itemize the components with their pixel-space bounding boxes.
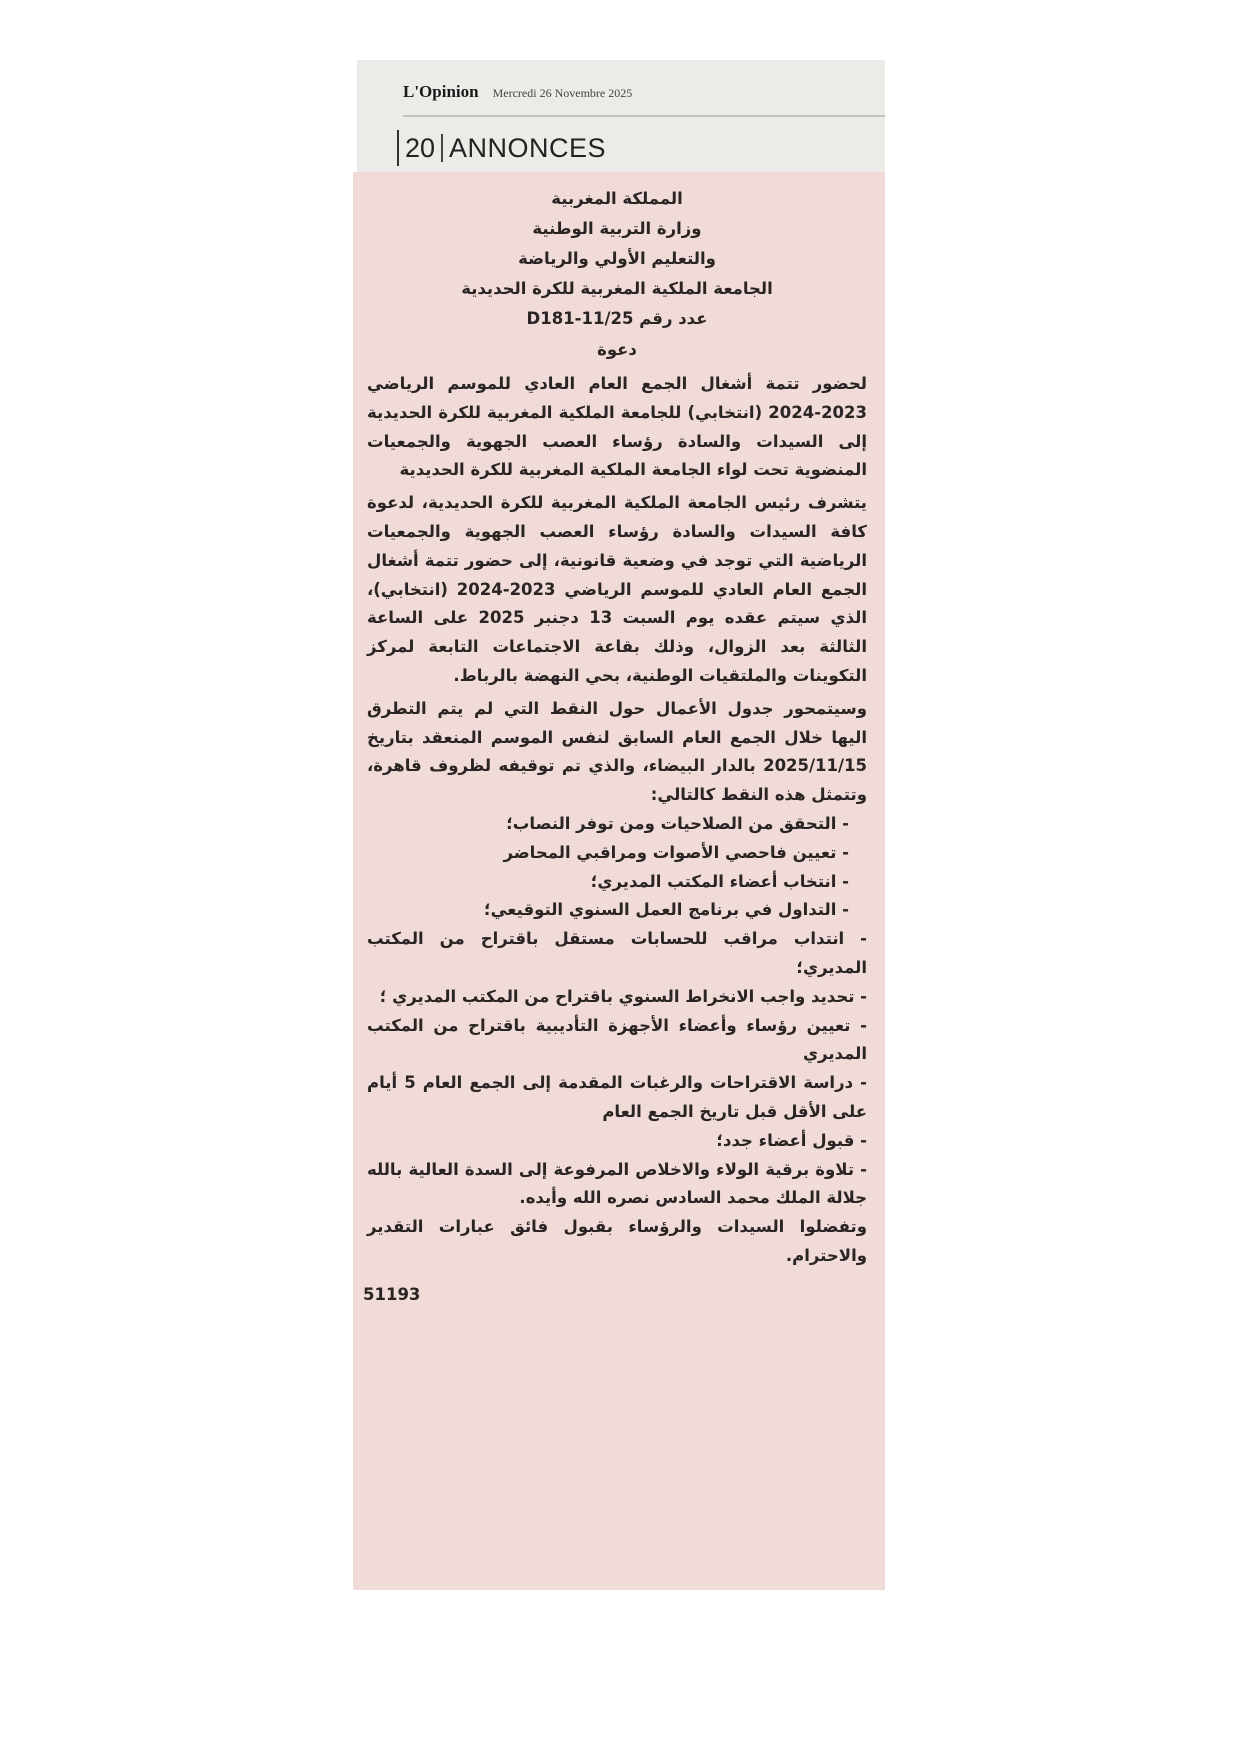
agenda-intro: وسيتمحور جدول الأعمال حول النقط التي لم يتم التطرق اليها خلال الجمع العام السابق لنفس الموسم المنعقد بتاريخ 2025/11/15 بالدار البيضاء، والذي تم توقيفه لظروف قاهرة، وتتمثل هذه النقط كالتالي: bbox=[367, 698, 867, 805]
reference-line bbox=[367, 304, 867, 334]
reference-number: D181-11/25 bbox=[526, 309, 634, 328]
header-line-kingdom: المملكة المغربية bbox=[551, 189, 683, 208]
agenda-item: - التداول في برنامج العمل السنوي التوقيعي؛ bbox=[484, 900, 849, 920]
announcement-clipping bbox=[353, 172, 885, 1590]
header-line-federation: الجامعة الملكية المغربية للكرة الحديدية bbox=[461, 279, 773, 298]
issue-date: Mercredi 26 Novembre 2025 bbox=[492, 86, 633, 100]
agenda-item: - قبول أعضاء جدد؛ bbox=[716, 1130, 867, 1150]
left-bar bbox=[397, 130, 399, 166]
announcement-code: 51193 bbox=[363, 1284, 421, 1304]
agenda-item: - تعيين رؤساء وأعضاء الأجهزة التأديبية باقتراح من المكتب المديري bbox=[367, 1015, 867, 1064]
invitation-title: دعوة bbox=[597, 340, 637, 359]
header-rule bbox=[403, 115, 885, 117]
agenda-item: - تعيين فاحصي الأصوات ومراقبي المحاضر bbox=[503, 842, 849, 862]
agenda-item: - دراسة الاقتراحات والرغبات المقدمة إلى الجمع العام 5 أيام على الأقل قبل تاريخ الجمع العام bbox=[367, 1073, 867, 1121]
section-separator bbox=[441, 134, 443, 162]
page-number: 20 bbox=[405, 132, 436, 163]
masthead-line bbox=[403, 82, 632, 102]
newspaper-header bbox=[357, 60, 885, 172]
agenda-item: - تحديد واجب الانخراط السنوي باقتراح من المكتب المديري ؛ bbox=[379, 986, 867, 1006]
invitation-paragraph: يتشرف رئيس الجامعة الملكية المغربية للكرة الحديدية، لدعوة كافة السيدات والسادة رؤساء العصب الجهوية والجمعيات الرياضية التي توجد في وضعية قانونية، إلى حضور تتمة أشغال الجمع العام العادي للموسم الرياضي 2023-2024 (انتخابي)، الذي سيتم عقده يوم السبت 13 دجنبر 2025 على الساعة الثالثة بعد الزوال، وذلك بقاعة الاجتماعات التابعة لمركز التكوينات والملتقيات الوطنية، بحي النهضة بالرباط. bbox=[367, 493, 867, 685]
invitation-lead: لحضور تتمة أشغال الجمع العام العادي للموسم الرياضي 2023-2024 (انتخابي) للجامعة الملكية المغربية للكرة الحديدية إلى السيدات والسادة رؤساء العصب الجهوية والجمعيات المنضوية تحت لواء الجامعة الملكية المغربية للكرة الحديدية bbox=[367, 374, 867, 480]
agenda-item: - انتخاب أعضاء المكتب المديري؛ bbox=[590, 871, 849, 891]
section-name: ANNONCES bbox=[449, 132, 607, 163]
header-line-ministry: وزارة التربية الوطنية bbox=[532, 219, 702, 238]
newspaper-name: L'Opinion bbox=[403, 82, 479, 101]
closing-line: وتفضلوا السيدات والرؤساء بقبول فائق عبارات التقدير والاحترام. bbox=[367, 1217, 867, 1265]
section-line bbox=[397, 130, 606, 166]
issuer-header bbox=[367, 184, 867, 304]
agenda-item: - التحقق من الصلاحيات ومن توفر النصاب؛ bbox=[506, 813, 849, 833]
agenda-item: - تلاوة برقية الولاء والاخلاص المرفوعة إلى السدة العالية بالله جلالة الملك محمد السادس نصره الله وأيده. bbox=[367, 1159, 867, 1208]
header-line-ministry-cont: والتعليم الأولي والرياضة bbox=[518, 249, 716, 268]
agenda-item: - انتداب مراقب للحسابات مستقل باقتراح من المكتب المديري؛ bbox=[367, 929, 867, 977]
agenda-list bbox=[367, 810, 867, 1213]
reference-prefix: عدد رقم bbox=[639, 309, 708, 328]
